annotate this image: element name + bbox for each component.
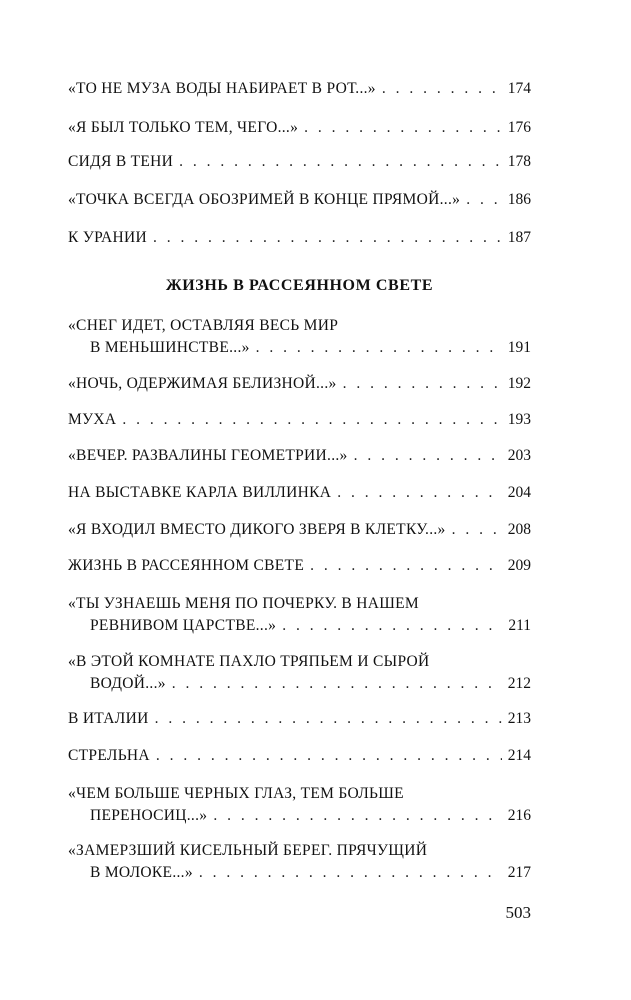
toc-entry bbox=[68, 519, 531, 541]
toc-entry-title: «ТЫ УЗНАЕШЬ МЕНЯ ПО ПОЧЕРКУ. В НАШЕМ bbox=[68, 595, 420, 612]
table-of-contents-page bbox=[68, 0, 531, 1000]
dot-leader bbox=[199, 862, 502, 884]
toc-entry bbox=[68, 745, 531, 767]
toc-entry-title: К УРАНИИ bbox=[68, 229, 147, 246]
toc-entry-title: ЖИЗНЬ В РАССЕЯННОМ СВЕТЕ bbox=[68, 557, 305, 574]
toc-entry-page-number: 217 bbox=[507, 864, 531, 881]
toc-entry-page-number: 216 bbox=[507, 807, 531, 824]
toc-entry-title: «Я ВХОДИЛ ВМЕСТО ДИКОГО ЗВЕРЯ В КЛЕТКУ...» bbox=[68, 521, 446, 538]
toc-entry-title: В ИТАЛИИ bbox=[68, 710, 149, 727]
toc-entry bbox=[68, 593, 531, 637]
toc-entry-page-number: 203 bbox=[507, 447, 531, 464]
dot-leader bbox=[256, 337, 502, 359]
toc-entry bbox=[68, 78, 531, 100]
toc-entry-page-number: 186 bbox=[507, 191, 531, 208]
toc-entry bbox=[68, 409, 531, 431]
toc-entry bbox=[68, 482, 531, 504]
toc-entry-title: «ТО НЕ МУЗА ВОДЫ НАБИРАЕТ В РОТ...» bbox=[68, 80, 376, 97]
dot-leader bbox=[122, 409, 501, 431]
toc-entry bbox=[68, 315, 531, 359]
dot-leader bbox=[310, 555, 502, 577]
toc-entry-title: СИДЯ В ТЕНИ bbox=[68, 153, 174, 170]
toc-entry-title-continued: ПЕРЕНОСИЦ...» bbox=[90, 807, 208, 824]
toc-entry-page-number: 191 bbox=[507, 339, 531, 356]
toc-entry-title: «В ЭТОЙ КОМНАТЕ ПАХЛО ТРЯПЬЕМ И СЫРОЙ bbox=[68, 653, 430, 670]
toc-entry-title: «НОЧЬ, ОДЕРЖИМАЯ БЕЛИЗНОЙ...» bbox=[68, 375, 337, 392]
toc-entry bbox=[68, 373, 531, 395]
toc-entry-page-number: 176 bbox=[507, 119, 531, 136]
toc-entry bbox=[68, 227, 531, 249]
toc-entry-title: «Я БЫЛ ТОЛЬКО ТЕМ, ЧЕГО...» bbox=[68, 119, 299, 136]
toc-entry-page-number: 192 bbox=[507, 375, 531, 392]
dot-leader bbox=[156, 745, 502, 767]
dot-leader bbox=[343, 373, 502, 395]
dot-leader bbox=[304, 117, 502, 139]
toc-entry-title: «ВЕЧЕР. РАЗВАЛИНЫ ГЕОМЕТРИИ...» bbox=[68, 447, 348, 464]
toc-entry-page-number: 204 bbox=[507, 484, 531, 501]
toc-entry-page-number: 174 bbox=[507, 80, 531, 97]
toc-entry-title-continued: РЕВНИВОМ ЦАРСТВЕ...» bbox=[90, 617, 277, 634]
toc-entry-page-number: 208 bbox=[507, 521, 531, 538]
dot-leader bbox=[452, 519, 502, 541]
toc-entry-title: «ЗАМЕРЗШИЙ КИСЕЛЬНЫЙ БЕРЕГ. ПРЯЧУЩИЙ bbox=[68, 842, 428, 859]
toc-entry-title: «ЧЕМ БОЛЬШЕ ЧЕРНЫХ ГЛАЗ, ТЕМ БОЛЬШЕ bbox=[68, 785, 404, 802]
dot-leader bbox=[382, 78, 502, 100]
dot-leader bbox=[155, 708, 502, 730]
toc-entry-title: СТРЕЛЬНА bbox=[68, 747, 150, 764]
toc-entry-title-continued: В МЕНЬШИНСТВЕ...» bbox=[90, 339, 250, 356]
dot-leader bbox=[337, 482, 502, 504]
dot-leader bbox=[172, 673, 502, 695]
toc-entry bbox=[68, 708, 531, 730]
toc-entry-page-number: 212 bbox=[507, 675, 531, 692]
toc-entry bbox=[68, 783, 531, 827]
dot-leader bbox=[213, 805, 501, 827]
dot-leader bbox=[153, 227, 502, 249]
toc-entry bbox=[68, 840, 531, 884]
toc-entry-title-continued: В МОЛОКЕ...» bbox=[90, 864, 193, 881]
toc-entry-title: НА ВЫСТАВКЕ КАРЛА ВИЛЛИНКА bbox=[68, 484, 332, 501]
toc-entry-title: «СНЕГ ИДЕТ, ОСТАВЛЯЯ ВЕСЬ МИР bbox=[68, 317, 339, 334]
toc-entry-page-number: 187 bbox=[507, 229, 531, 246]
toc-entry-title-continued: ВОДОЙ...» bbox=[90, 675, 166, 692]
toc-entry-page-number: 178 bbox=[507, 153, 531, 170]
toc-entry-page-number: 213 bbox=[507, 710, 531, 727]
dot-leader bbox=[354, 445, 502, 467]
toc-entry bbox=[68, 445, 531, 467]
dot-leader bbox=[282, 615, 502, 637]
toc-entry bbox=[68, 555, 531, 577]
toc-entry bbox=[68, 117, 531, 139]
dot-leader bbox=[179, 151, 502, 173]
toc-entry-page-number: 193 bbox=[507, 411, 531, 428]
toc-entry bbox=[68, 151, 531, 173]
dot-leader bbox=[466, 189, 502, 211]
toc-entry bbox=[68, 189, 531, 211]
toc-entry-title: «ТОЧКА ВСЕГДА ОБОЗРИМЕЙ В КОНЦЕ ПРЯМОЙ...» bbox=[68, 191, 461, 208]
toc-entry-page-number: 211 bbox=[508, 617, 531, 634]
toc-entry bbox=[68, 651, 531, 695]
toc-entry-title: МУХА bbox=[68, 411, 117, 428]
toc-entry-page-number: 214 bbox=[507, 747, 531, 764]
section-heading: ЖИЗНЬ В РАССЕЯННОМ СВЕТЕ bbox=[165, 277, 434, 294]
toc-entry-page-number: 209 bbox=[507, 557, 531, 574]
page-number: 503 bbox=[505, 903, 531, 922]
